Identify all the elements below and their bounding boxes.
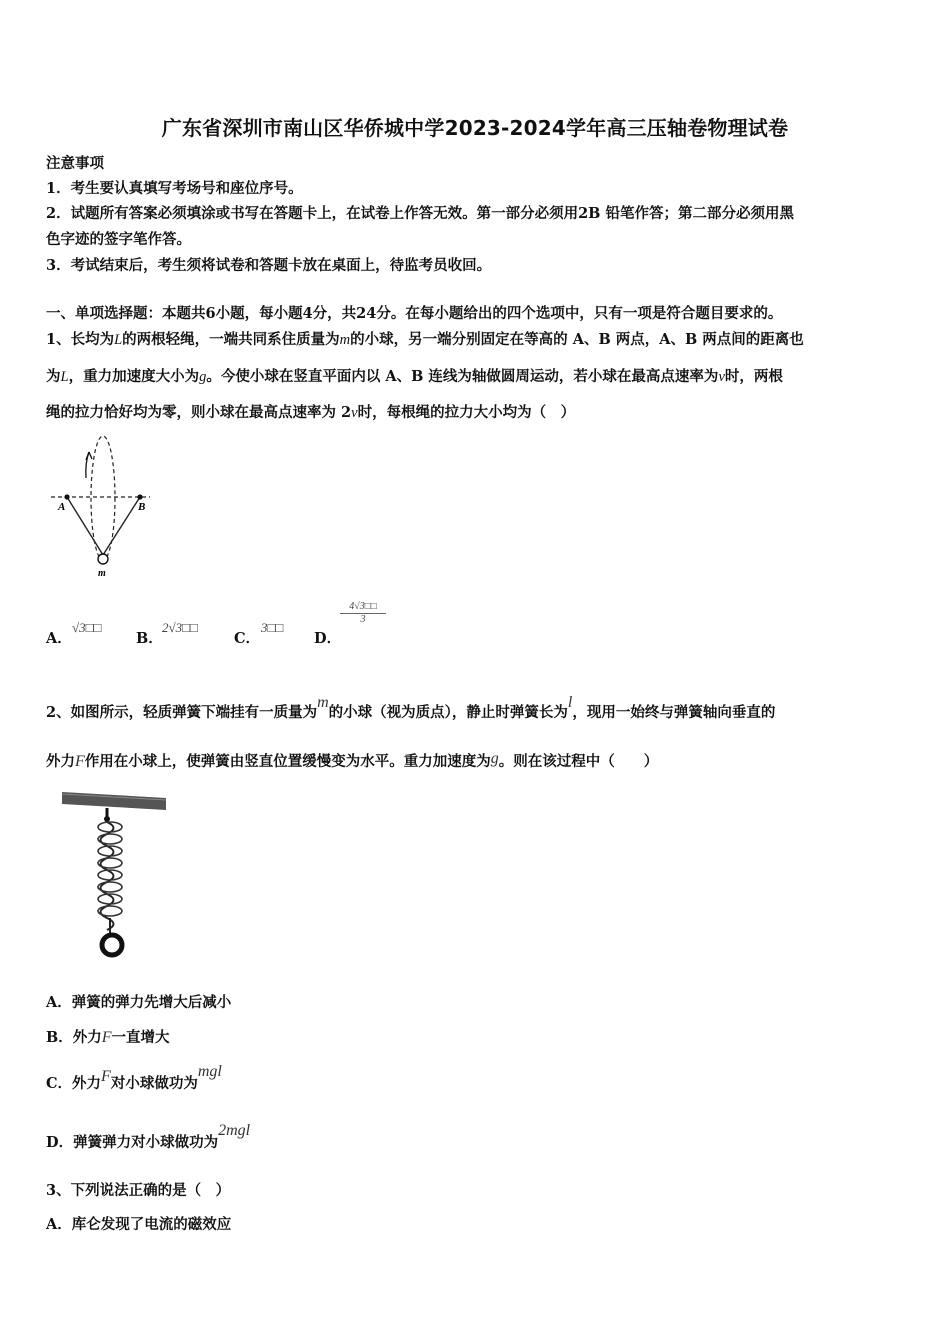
point-b (137, 494, 142, 499)
section-heading: 一、单项选择题：本题共6小题，每小题4分，共24分。在每小题给出的四个选项中，只有一项是符合题目要求的。 (46, 305, 783, 322)
question-1-line-2: 为L，重力加速度大小为g。今使小球在竖直平面内以 A、B 连线为轴做圆周运动，若小球在最高点速率为v时，两根 (46, 368, 783, 385)
question-2-line-2: 外力F作用在小球上，使弹簧由竖直位置缓慢变为水平。重力加速度为g。则在该过程中（ ） (46, 750, 659, 770)
option-c-label: C． (234, 630, 261, 647)
q2-option-a: A．弹簧的弹力先增大后减小 (46, 994, 232, 1011)
question-2-line-1: 2、如图所示，轻质弹簧下端挂有一质量为m的小球（视为质点），静止时弹簧长为l，现用一始终与弹簧轴向垂直的 (46, 694, 776, 721)
spring-coil (101, 822, 114, 930)
notice-item: 3．考试结束后，考生须将试卷和答题卡放在桌面上，待监考员收回。 (46, 257, 492, 274)
fraction-numerator: 4√3□□ (340, 601, 386, 614)
rope-right (103, 497, 140, 555)
question-1-line-1: 1、长均为L的两根轻绳，一端共同系住质量为m的小球，另一端分别固定在等高的 A、B 两点，A、B 两点间的距离也 (46, 331, 804, 348)
rope-left (67, 497, 103, 555)
notice-item: 2．试题所有答案必须填涂或书写在答题卡上，在试卷上作答无效。第一部分必须用2B 铅笔作答；第二部分必须用黑 (46, 205, 794, 222)
question-1-line-3: 绳的拉力恰好均为零，则小球在最高点速率为 2v时，每根绳的拉力大小均为（ ） (46, 404, 576, 421)
option-c-value: 3□□ (261, 620, 284, 635)
q3-option-a: A．库仑发现了电流的磁效应 (46, 1216, 232, 1233)
label-b: B (138, 501, 146, 513)
option-a-label: A． (46, 630, 72, 647)
fraction-denominator: 3 (360, 614, 366, 625)
circular-motion-figure (46, 430, 166, 580)
question-3-stem: 3、下列说法正确的是（ ） (46, 1182, 231, 1199)
page-title: 广东省深圳市南山区华侨城中学2023-2024学年高三压轴卷物理试卷 (161, 116, 789, 140)
notice-item: 色字迹的签字笔作答。 (46, 231, 191, 248)
option-d-fraction (340, 601, 386, 625)
option-b-value: 2√3□□ (162, 620, 198, 635)
q2-option-d: D．弹簧弹力对小球做功为2mgl (46, 1122, 251, 1151)
option-a-value: √3□□ (72, 620, 102, 635)
spring-figure (58, 786, 172, 966)
point-a (64, 494, 69, 499)
option-d-label: D． (314, 630, 342, 647)
q2-option-c: C．外力F对小球做功为mgl (46, 1063, 222, 1092)
ball (102, 935, 122, 955)
label-a: A (58, 501, 66, 513)
option-b-label: B． (136, 630, 163, 647)
q2-option-b: B．外力F一直增大 (46, 1029, 170, 1046)
label-m: m (98, 568, 106, 579)
notice-item: 1．考生要认真填写考场号和座位序号。 (46, 180, 303, 197)
notice-heading: 注意事项 (46, 155, 104, 172)
ball (98, 554, 108, 564)
